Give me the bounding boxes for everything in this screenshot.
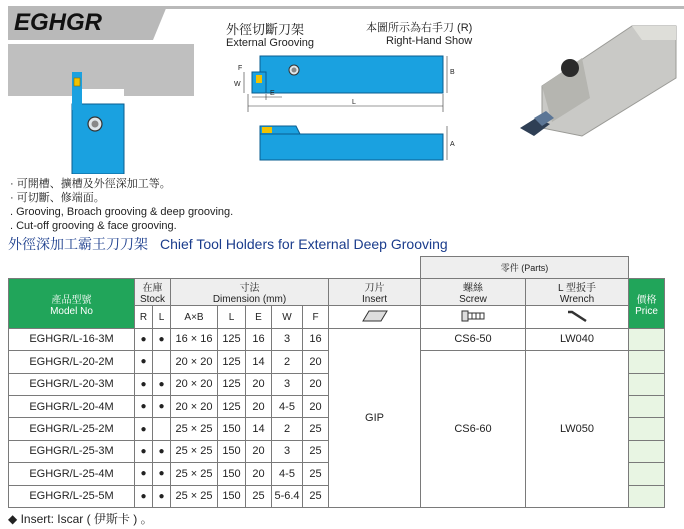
col-l: L [218, 306, 246, 328]
price-cell [629, 418, 665, 440]
dim-l: L [352, 99, 356, 106]
e-cell: 14 [246, 351, 272, 373]
feature-item: · 可切斷、修端面。 [10, 192, 105, 204]
w-cell: 4-5 [272, 395, 303, 417]
insert-header-zh: 刀片 [364, 283, 385, 295]
section-title-en: Chief Tool Holders for External Deep Grooving [160, 236, 448, 252]
f-cell: 25 [303, 418, 329, 440]
feature-item: · 可開槽、擴槽及外徑深加工等。 [10, 178, 171, 190]
f-cell: 25 [303, 440, 329, 462]
col-e: E [246, 306, 272, 328]
axb-cell: 25 × 25 [171, 440, 218, 462]
section-title [8, 234, 448, 254]
screw-cell: CS6-50 [421, 328, 526, 350]
model-cell: EGHGR/L-20-2M [9, 351, 135, 373]
stock-r-cell: ● [135, 373, 153, 395]
holder-3d-screw [561, 59, 579, 77]
price-header [629, 279, 665, 328]
l-cell: 125 [218, 395, 246, 417]
model-cell: EGHGR/L-20-4M [9, 395, 135, 417]
stock-header-en: Stock [139, 294, 165, 306]
screw-header-zh: 螺絲 [463, 283, 483, 295]
stock-l-cell: ● [153, 485, 171, 507]
price-cell [629, 485, 665, 507]
hand-note-en: Right-Hand Show [386, 35, 473, 47]
stock-l-cell [153, 418, 171, 440]
table-row [9, 328, 665, 350]
col-l-stock: L [153, 306, 171, 328]
hand-note-zh: 本圖所示為右手刀 (R) [366, 22, 473, 34]
dim-f: F [238, 65, 243, 72]
feature-item: . Grooving, Broach grooving & deep grooving. [10, 206, 234, 218]
screw-icon-cell [421, 306, 526, 328]
w-cell: 3 [272, 440, 303, 462]
stock-r-cell: ● [135, 328, 153, 350]
axb-cell: 25 × 25 [171, 418, 218, 440]
l-cell: 150 [218, 440, 246, 462]
wrench-icon-cell [526, 306, 629, 328]
axb-cell: 20 × 20 [171, 373, 218, 395]
feature-list [10, 177, 233, 233]
dimension-header-en: Dimension (mm) [212, 294, 287, 306]
stock-l-cell: ● [153, 328, 171, 350]
caption-zh: 外徑切斷刀架 [226, 22, 305, 37]
axb-cell: 20 × 20 [171, 395, 218, 417]
l-cell: 150 [218, 463, 246, 485]
model-cell: EGHGR/L-16-3M [9, 328, 135, 350]
stock-l-cell: ● [153, 440, 171, 462]
l-cell: 125 [218, 328, 246, 350]
insert-icon-cell [329, 306, 421, 328]
wrench-header-zh: L 型扳手 [558, 283, 596, 295]
dim-w: W [234, 81, 241, 88]
e-cell: 16 [246, 328, 272, 350]
w-cell: 2 [272, 418, 303, 440]
dimension-header-zh: 寸法 [239, 283, 260, 295]
price-cell [629, 373, 665, 395]
f-cell: 25 [303, 485, 329, 507]
parts-header: 零件 (Parts) [421, 257, 629, 279]
price-cell [629, 440, 665, 462]
insert-header [329, 279, 421, 306]
e-cell: 25 [246, 485, 272, 507]
screw-cell: CS6-60 [421, 351, 526, 508]
insert-cell: GIP [329, 328, 421, 507]
dimension-header [171, 279, 329, 306]
dim-e: E [270, 90, 275, 97]
axb-cell: 25 × 25 [171, 485, 218, 507]
wrench-cell: LW050 [526, 351, 629, 508]
w-cell: 3 [272, 328, 303, 350]
screw-header-en: Screw [459, 294, 487, 306]
model-header-zh: 產品型號 [51, 294, 92, 306]
holder-side-body [260, 134, 443, 160]
e-cell: 14 [246, 418, 272, 440]
e-cell: 20 [246, 463, 272, 485]
page-title: EGHGR [14, 9, 103, 36]
model-header-en: Model No [50, 305, 93, 317]
dim-b: B [450, 69, 455, 76]
insert-side [262, 127, 272, 133]
axb-cell: 25 × 25 [171, 463, 218, 485]
model-cell: EGHGR/L-25-2M [9, 418, 135, 440]
dim-a: A [450, 141, 455, 148]
stock-r-cell: ● [135, 440, 153, 462]
l-cell: 150 [218, 485, 246, 507]
insert-tip [74, 78, 80, 86]
insert-top [256, 75, 262, 83]
stock-r-cell: ● [135, 395, 153, 417]
price-cell [629, 351, 665, 373]
spec-table [8, 256, 665, 508]
title-bar [8, 6, 153, 40]
e-cell: 20 [246, 440, 272, 462]
screw-top-head [292, 68, 297, 73]
w-cell: 5-6.4 [272, 485, 303, 507]
col-r: R [135, 306, 153, 328]
wrench-icon [562, 308, 592, 324]
wrench-header-en: Wrench [559, 294, 595, 306]
w-cell: 2 [272, 351, 303, 373]
footer-note: ◆ Insert: Iscar ( 伊斯卡 ) 。 [8, 512, 153, 526]
model-cell: EGHGR/L-25-4M [9, 463, 135, 485]
screw-header [421, 279, 526, 306]
col-w: W [272, 306, 303, 328]
model-cell: EGHGR/L-25-3M [9, 440, 135, 462]
f-cell: 20 [303, 395, 329, 417]
feature-item: . Cut-off grooving & face grooving. [10, 220, 177, 232]
holder-top-view [260, 56, 443, 93]
insert-icon [360, 308, 390, 324]
dimension-drawing [230, 50, 460, 170]
wrench-cell: LW040 [526, 328, 629, 350]
title-rule [153, 6, 684, 9]
section-title-zh: 外徑深加工霸王刀刀架 [8, 236, 148, 252]
stock-r-cell: ● [135, 485, 153, 507]
holder-side-view [8, 44, 194, 174]
l-cell: 125 [218, 351, 246, 373]
stock-r-cell: ● [135, 418, 153, 440]
stock-r-cell: ● [135, 463, 153, 485]
price-cell [629, 328, 665, 350]
model-cell: EGHGR/L-20-3M [9, 373, 135, 395]
holder-body [72, 104, 124, 174]
wrench-header [526, 279, 629, 306]
stock-l-cell: ● [153, 395, 171, 417]
w-cell: 3 [272, 373, 303, 395]
col-axb: A×B [171, 306, 218, 328]
stock-l-cell [153, 351, 171, 373]
holder-neck [72, 72, 82, 110]
clamp-screw-head [92, 121, 99, 128]
axb-cell: 16 × 16 [171, 328, 218, 350]
axb-cell: 20 × 20 [171, 351, 218, 373]
l-cell: 150 [218, 418, 246, 440]
model-header [9, 279, 135, 328]
l-cell: 125 [218, 373, 246, 395]
product-illustration [512, 18, 678, 152]
f-cell: 25 [303, 463, 329, 485]
workpiece-block [8, 44, 194, 96]
stock-header [135, 279, 171, 306]
e-cell: 20 [246, 373, 272, 395]
model-cell: EGHGR/L-25-5M [9, 485, 135, 507]
f-cell: 16 [303, 328, 329, 350]
e-cell: 20 [246, 395, 272, 417]
f-cell: 20 [303, 373, 329, 395]
col-f: F [303, 306, 329, 328]
screw-icon [458, 308, 488, 324]
caption-en: External Grooving [226, 37, 315, 49]
stock-l-cell: ● [153, 463, 171, 485]
price-header-en: Price [635, 305, 658, 317]
stock-header-zh: 在庫 [142, 283, 163, 295]
stock-r-cell: ● [135, 351, 153, 373]
insert-header-en: Insert [361, 294, 387, 306]
stock-l-cell: ● [153, 373, 171, 395]
price-cell [629, 463, 665, 485]
w-cell: 4-5 [272, 463, 303, 485]
f-cell: 20 [303, 351, 329, 373]
price-header-zh: 價格 [636, 294, 657, 306]
price-cell [629, 395, 665, 417]
